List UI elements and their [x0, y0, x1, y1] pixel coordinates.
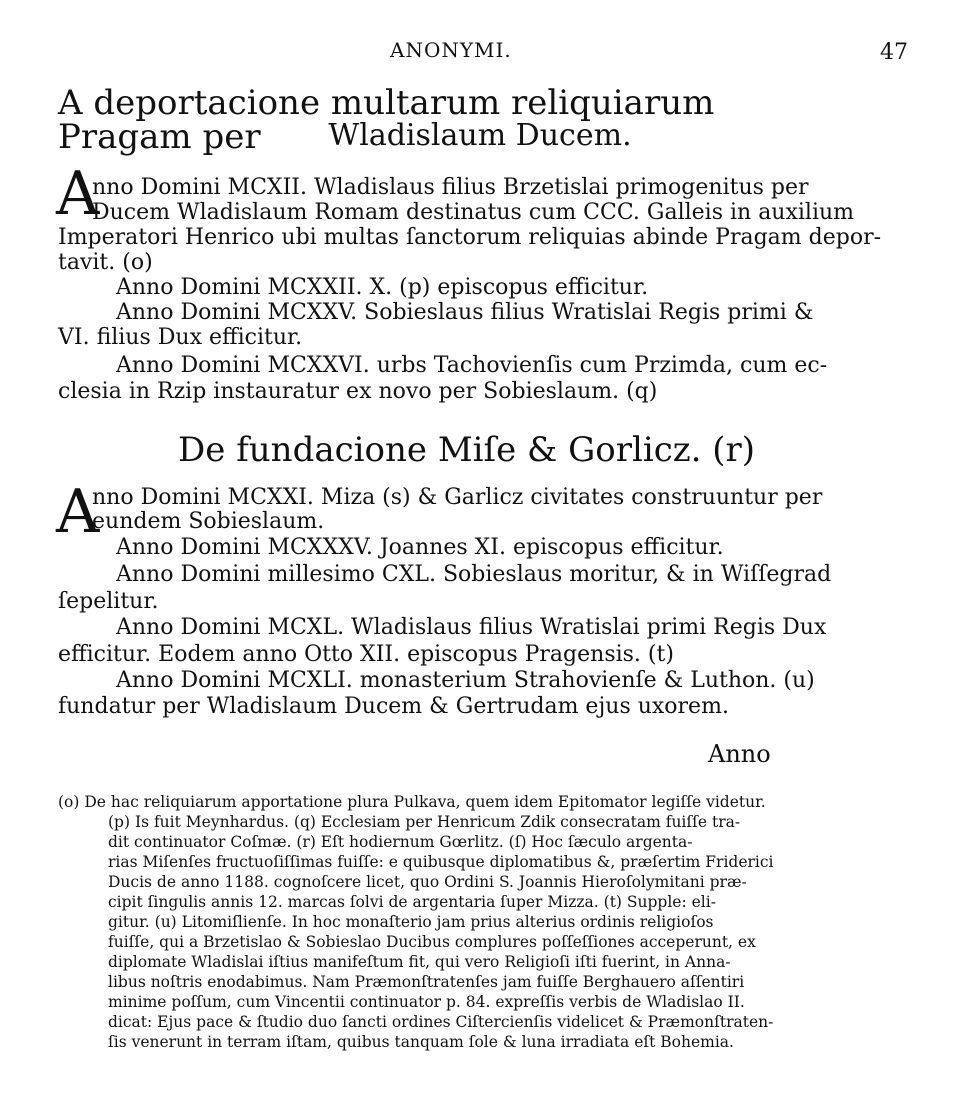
text-line: Anno Domini MCXLI. monasterium Strahovienſe & Luthon. (u): [116, 668, 815, 693]
text-line: eundem Sobieslaum.: [92, 509, 325, 534]
footnote-line: dit continuator Coſmæ. (r) Eſt hodiernum Gœrlitz. (ſ) Hoc ſæculo argenta-: [108, 833, 693, 851]
footnote-line: gitur. (u) Litomiſlienſe. In hoc monaſterio jam prius alterius ordinis religioſos: [108, 913, 714, 931]
text-line: Anno Domini MCXXII. X. (p) episcopus efficitur.: [116, 275, 649, 300]
text-line: fundatur per Wladislaum Ducem & Gertrudam ejus uxorem.: [58, 694, 729, 719]
text-line: Anno Domini MCXXV. Sobieslaus filius Wratislai Regis primi &: [116, 300, 814, 325]
drop-cap-2: A: [56, 477, 100, 547]
footnote-line: fuiſſe, qui a Brzetislao & Sobieslao Ducibus complures poſſeſſiones acceperunt, ex: [108, 933, 756, 951]
footnote-line: libus noſtris enodabimus. Nam Præmonſtratenſes jam fuiſſe Berghauero aſſentiri: [108, 973, 745, 991]
footnote-line: ſis venerunt in terram iſtam, quibus tanquam ſole & luna irradiata eſt Bohemia.: [108, 1033, 734, 1051]
text-line: Imperatori Henrico ubi multas ſanctorum reliquias abinde Pragam depor-: [58, 225, 882, 250]
text-line: Anno Domini millesimo CXL. Sobieslaus moritur, & in Wiſſegrad: [116, 562, 832, 587]
catchword: Anno: [708, 740, 771, 768]
text-line: Anno Domini MCXXXV. Joannes XI. episcopus efficitur.: [116, 535, 724, 560]
text-line: ſepelitur.: [58, 589, 159, 614]
footnote-line: diplomate Wladislai iſtius manifeſtum fit, qui vero Religioſi iſti fuerint, in Anna-: [108, 953, 731, 971]
footnote-line: dicat: Ejus pace & ſtudio duo ſancti ordines Ciſtercienſis videlicet & Præmonſtraten-: [108, 1013, 774, 1031]
footnote-line: (o) De hac reliquiarum apportatione plura Pulkava, quem idem Epitomator legiſſe videtur.: [58, 793, 766, 811]
drop-cap-1: A: [56, 159, 100, 229]
text-line: VI. filius Dux efficitur.: [58, 325, 303, 350]
text-line: clesia in Rzip instauratur ex novo per Sobieslaum. (q): [58, 379, 658, 404]
footnote-line: Ducis de anno 1188. cognoſcere licet, quo Ordini S. Joannis Hieroſolymitani præ-: [108, 873, 747, 891]
text-line: Anno Domini MCXL. Wladislaus filius Wratislai primi Regis Dux: [116, 615, 827, 640]
footnote-line: minime poſſum, cum Vincentii continuator p. 84. expreſſis verbis de Wladislao II.: [108, 993, 745, 1011]
section-title-1: A deportacione multarum reliquiarum Pragam per: [58, 83, 715, 157]
text-line: efficitur. Eodem anno Otto XII. episcopus Pragensis. (t): [58, 642, 674, 667]
footnote-line: cipit ſingulis annis 12. marcas ſolvi de argentaria ſuper Mizza. (t) Supple: eli-: [108, 893, 716, 911]
text-line: Anno Domini MCXXVI. urbs Tachovienſis cum Przimda, cum ec-: [116, 353, 828, 378]
text-line: Ducem Wladislaum Romam destinatus cum CCC. Galleis in auxilium: [92, 200, 855, 225]
text-line: tavit. (o): [58, 250, 153, 275]
text-line: nno Domini MCXXI. Miza (s) & Garlicz civitates construuntur per: [92, 485, 823, 510]
footnote-line: (p) Is fuit Meynhardus. (q) Ecclesiam per Henricum Zdik consecratam fuiſſe tra-: [108, 813, 741, 831]
running-header: ANONYMI.: [390, 38, 512, 62]
section-title-1-line2: Wladislaum Ducem.: [328, 118, 632, 153]
text-line: nno Domini MCXII. Wladislaus filius Brzetislai primogenitus per: [92, 175, 809, 200]
page-number: 47: [880, 40, 908, 65]
section-title-2: De fundacione Miſe & Gorlicz. (r): [178, 430, 756, 470]
footnote-line: rias Miſenſes fructuoſiſſimas fuiſſe: e quibusque diplomatibus &, præſertim Friderici: [108, 853, 774, 871]
